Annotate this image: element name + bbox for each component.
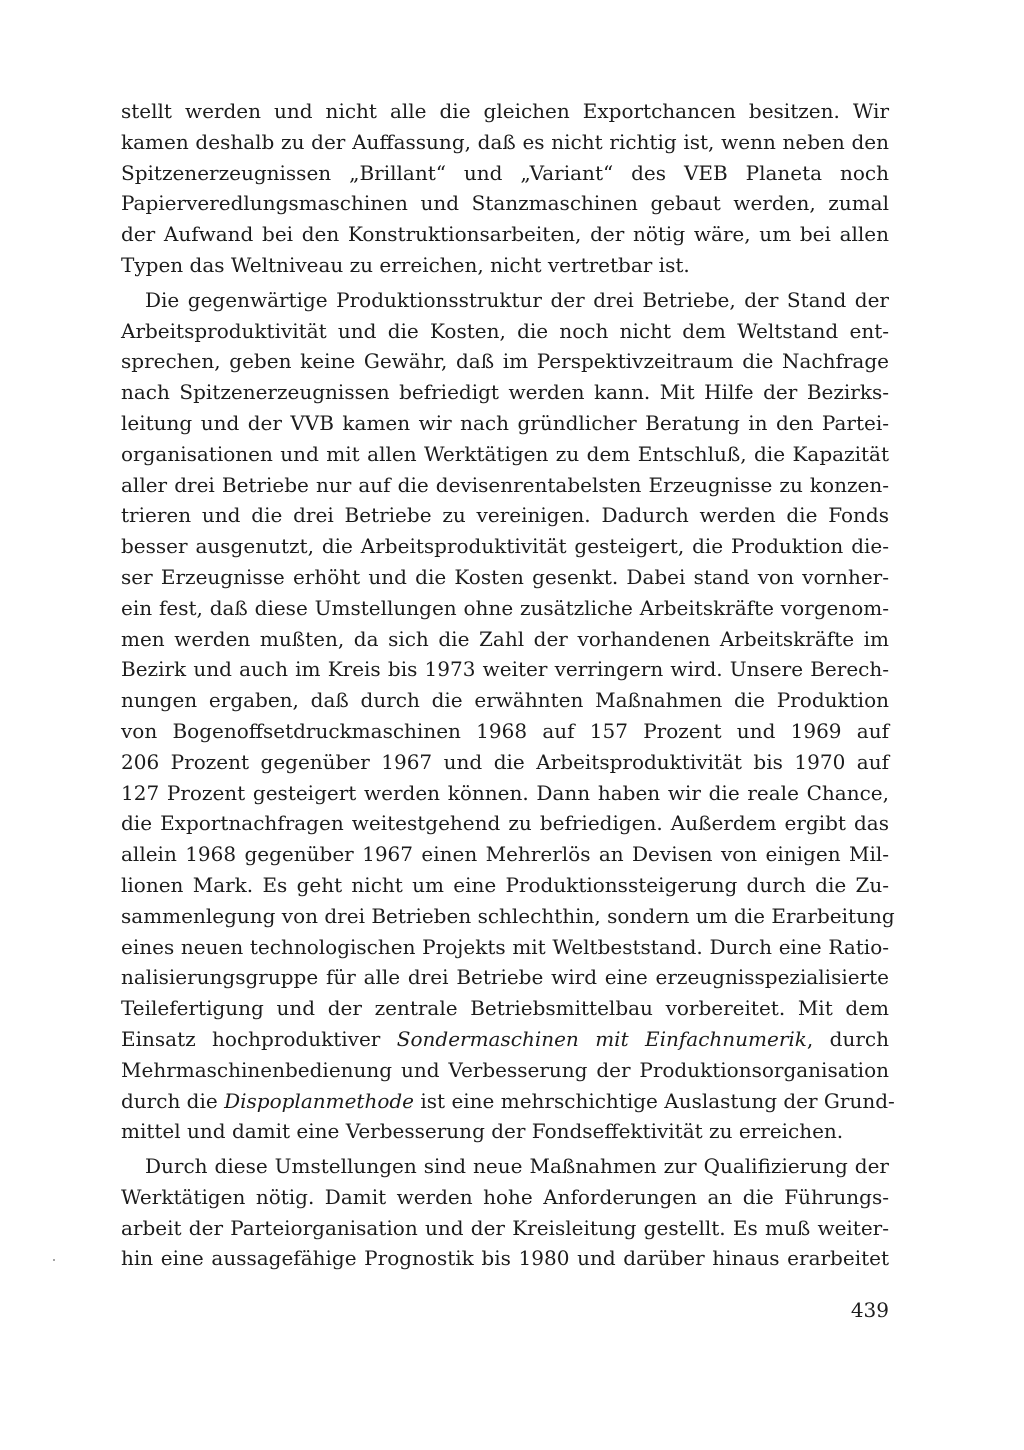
text-segment: Werktätigen nötig. Damit werden hohe Anforderungen an die Führungs-: [121, 1184, 889, 1209]
text-segment: arbeit der Parteiorganisation und der Kreisleitung gestellt. Es muß weiter-: [121, 1215, 889, 1240]
text-segment: trieren und die drei Betriebe zu vereinigen. Dadurch werden die Fonds: [121, 503, 889, 528]
text-line: [121, 1086, 895, 1117]
text-line: [121, 250, 889, 281]
text-line: [121, 932, 889, 963]
text-line: [121, 1024, 889, 1055]
text-segment: leitung und der VVB kamen wir nach gründlicher Beratung in den Partei-: [121, 410, 889, 435]
text-segment: Papierveredlungsmaschinen und Stanzmaschinen gebaut werden, zumal: [121, 191, 889, 216]
text-line: [121, 285, 889, 316]
text-line: [121, 778, 889, 809]
text-line: [121, 188, 889, 219]
text-line: [121, 408, 889, 439]
scan-speck: [53, 1259, 55, 1261]
text-line: [121, 439, 889, 470]
text-segment: die Exportnachfragen weitestgehend zu befriedigen. Außerdem ergibt das: [121, 811, 889, 836]
text-segment: nach Spitzenerzeugnissen befriedigt werden kann. Mit Hilfe der Bezirks-: [121, 380, 889, 405]
text-segment: sammenlegung von drei Betrieben schlechthin, sondern um die Erarbeitung: [121, 903, 895, 928]
text-line: [121, 158, 889, 189]
text-segment: hin eine aussagefähige Prognostik bis 1980 und darüber hinaus erarbeitet: [121, 1246, 889, 1271]
text-segment: Durch diese Umstellungen sind neue Maßnahmen zur Qualifizierung der: [145, 1154, 889, 1179]
text-line: [121, 1116, 889, 1147]
italic-text: Sondermaschinen mit Einfachnumerik: [396, 1026, 807, 1051]
text-segment: allein 1968 gegenüber 1967 einen Mehrerlös an Devisen von einigen Mil-: [121, 842, 889, 867]
text-line: [121, 1243, 889, 1274]
text-line: [121, 531, 889, 562]
text-segment: Spitzenerzeugnissen „Brillant“ und „Variant“ des VEB Planeta noch: [121, 160, 889, 185]
text-line: [121, 562, 889, 593]
text-line: [121, 993, 889, 1024]
text-line: [121, 870, 889, 901]
text-segment: 127 Prozent gesteigert werden können. Dann haben wir die reale Chance,: [121, 780, 889, 805]
text-line: [121, 654, 889, 685]
text-segment: Bezirk und auch im Kreis bis 1973 weiter verringern wird. Unsere Berech-: [121, 657, 889, 682]
text-segment: eines neuen technologischen Projekts mit Weltbeststand. Durch eine Ratio-: [121, 934, 889, 959]
text-segment: Arbeitsproduktivität und die Kosten, die noch nicht dem Weltstand ent-: [121, 318, 889, 343]
text-segment: sprechen, geben keine Gewähr, daß im Perspektivzeitraum die Nachfrage: [121, 349, 889, 374]
text-segment: von Bogenoffsetdruckmaschinen 1968 auf 157 Prozent und 1969 auf: [121, 718, 889, 743]
text-line: [121, 470, 889, 501]
text-line: [121, 624, 889, 655]
text-line: [121, 901, 895, 932]
text-line: [121, 1213, 889, 1244]
text-line: [121, 377, 889, 408]
text-segment: Mehrmaschinenbedienung und Verbesserung der Produktionsorganisation: [121, 1057, 889, 1082]
text-line: [121, 808, 889, 839]
text-segment: ist eine mehrschichtige Auslastung der Grund-: [414, 1088, 895, 1113]
text-segment: Teilefertigung und der zentrale Betriebsmittelbau vorbereitet. Mit dem: [121, 996, 889, 1021]
text-line: [121, 1055, 889, 1086]
text-segment: ein fest, daß diese Umstellungen ohne zusätzliche Arbeitskräfte vorgenom-: [121, 595, 889, 620]
text-segment: besser ausgenutzt, die Arbeitsproduktivität gesteigert, die Produktion die-: [121, 534, 889, 559]
text-segment: organisationen und mit allen Werktätigen zu dem Entschluß, die Kapazität: [121, 441, 889, 466]
text-segment: stellt werden und nicht alle die gleichen Exportchancen besitzen. Wir: [121, 99, 889, 123]
text-line: [121, 500, 889, 531]
text-segment: , durch: [806, 1026, 889, 1051]
text-line: [121, 1182, 889, 1213]
text-segment: mittel und damit eine Verbesserung der Fondseffektivität zu erreichen.: [121, 1119, 844, 1144]
text-segment: durch die: [121, 1088, 225, 1113]
text-line: [121, 1151, 889, 1182]
text-line: [121, 219, 889, 250]
text-segment: Einsatz hochproduktiver: [121, 1026, 397, 1051]
body-text: [121, 96, 895, 1274]
text-line: [121, 716, 889, 747]
italic-text: Dispoplanmethode: [224, 1088, 415, 1113]
page-number: 439: [850, 1298, 889, 1322]
text-segment: ser Erzeugnisse erhöht und die Kosten gesenkt. Dabei stand von vornher-: [121, 564, 889, 589]
text-line: [121, 593, 889, 624]
text-line: [121, 346, 889, 377]
text-line: [121, 747, 889, 778]
text-line: [121, 127, 889, 158]
text-segment: lionen Mark. Es geht nicht um eine Produktionssteigerung durch die Zu-: [121, 872, 889, 897]
text-segment: men werden mußten, da sich die Zahl der vorhandenen Arbeitskräfte im: [121, 626, 889, 651]
text-line: [121, 685, 889, 716]
text-line: [121, 96, 889, 127]
text-segment: kamen deshalb zu der Auffassung, daß es nicht richtig ist, wenn neben den: [121, 129, 889, 154]
text-segment: aller drei Betriebe nur auf die devisenrentabelsten Erzeugnisse zu konzen-: [121, 472, 889, 497]
text-segment: der Aufwand bei den Konstruktionsarbeiten, der nötig wäre, um bei allen: [121, 222, 889, 247]
text-segment: nalisierungsgruppe für alle drei Betriebe wird eine erzeugnisspezialisierte: [121, 965, 889, 990]
text-segment: Die gegenwärtige Produktionsstruktur der drei Betriebe, der Stand der: [145, 287, 889, 312]
text-segment: 206 Prozent gegenüber 1967 und die Arbeitsproduktivität bis 1970 auf: [121, 749, 889, 774]
text-line: [121, 839, 889, 870]
text-line: [121, 316, 889, 347]
text-segment: Typen das Weltniveau zu erreichen, nicht vertretbar ist.: [121, 252, 690, 277]
text-line: [121, 962, 889, 993]
text-segment: nungen ergaben, daß durch die erwähnten Maßnahmen die Produktion: [121, 688, 889, 713]
